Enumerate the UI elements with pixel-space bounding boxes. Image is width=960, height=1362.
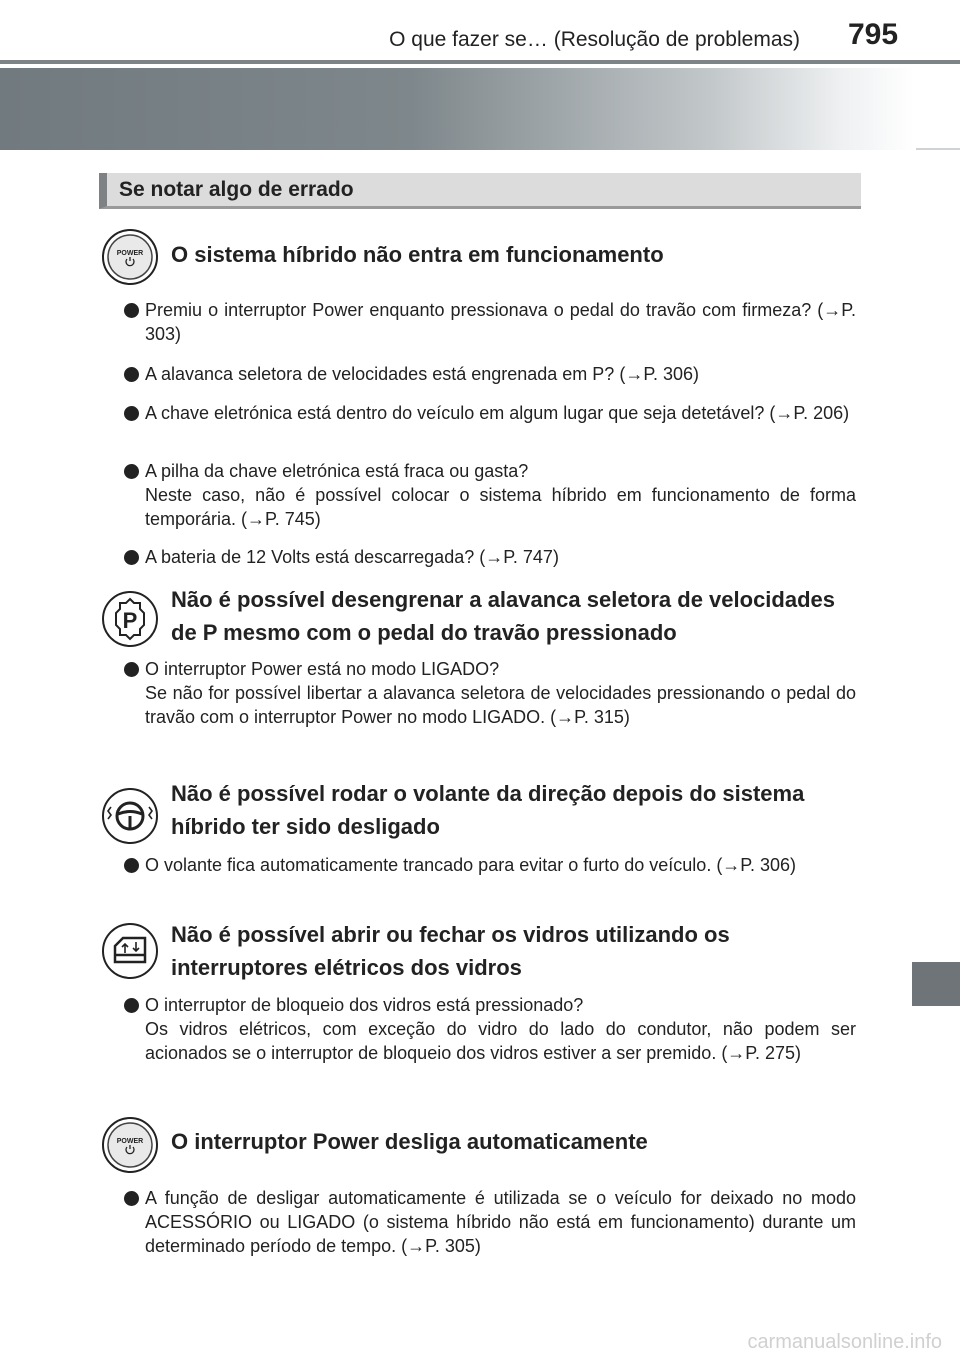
watermark: carmanualsonline.info — [747, 1331, 942, 1353]
window-switch-icon — [101, 922, 159, 980]
list-item-note: Os vidros elétricos, com exceção do vidro do lado do condutor, não podem ser acionados se o interruptor de bloqueio dos vidros estiver a ser premido. (→P. 275) — [145, 1019, 856, 1063]
steering-lock-icon — [101, 787, 159, 845]
bullet-icon — [124, 858, 139, 873]
svg-text:P: P — [122, 608, 138, 633]
list-item-text: A chave eletrónica está dentro do veículo em algum lugar que seja detetável? (→P. 206) — [145, 403, 850, 423]
list-item-text: A bateria de 12 Volts está descarregada? (→P. 747) — [145, 547, 559, 567]
topic-3-title: Não é possível rodar o volante da direção depois do sistema híbrido ter sido desligado — [171, 781, 805, 839]
header-divider — [0, 60, 960, 64]
topic-2-title: Não é possível desengrenar a alavanca seletora de velocidades de P mesmo com o pedal do travão pressionado — [171, 587, 835, 645]
bullet-icon — [124, 367, 139, 382]
list-item-note: Neste caso, não é possível colocar o sistema híbrido em funcionamento de forma temporária. (→P. 745) — [145, 485, 856, 529]
list-item-text: O interruptor de bloqueio dos vidros está pressionado? — [145, 995, 584, 1015]
power-icon-label: POWER — [116, 250, 144, 257]
topic-4-title: Não é possível abrir ou fechar os vidros utilizando os interruptores elétricos dos vidros — [171, 922, 730, 980]
list-item-text: O interruptor Power está no modo LIGADO? — [145, 659, 500, 679]
topic-5-title: O interruptor Power desliga automaticamente — [171, 1129, 648, 1154]
list-item-text: A alavanca seletora de velocidades está engrenada em P? (→P. 306) — [145, 364, 700, 384]
bullet-icon — [124, 998, 139, 1013]
topic-1-title: O sistema híbrido não entra em funcionamento — [171, 242, 664, 267]
bullet-icon — [124, 303, 139, 318]
banner-edge-line — [916, 148, 960, 150]
list-item-text: O volante fica automaticamente trancado para evitar o furto do veículo. (→P. 306) — [145, 855, 797, 875]
list-item-note: Se não for possível libertar a alavanca seletora de velocidades pressionando o pedal do travão com o interruptor Power no modo LIGADO. (→P. 315) — [145, 683, 856, 727]
bullet-icon — [124, 406, 139, 421]
bullet-icon — [124, 464, 139, 479]
power-switch-icon — [101, 1116, 159, 1174]
chapter-side-tab — [912, 962, 960, 1006]
section-title: Se notar algo de errado — [119, 178, 354, 201]
section-heading — [99, 173, 861, 209]
list-item-text: A pilha da chave eletrónica está fraca ou gasta? — [145, 461, 529, 481]
chapter-banner — [0, 68, 914, 150]
page-number: 795 — [848, 18, 899, 51]
list-item-text: Premiu o interruptor Power enquanto pressionava o pedal do travão com firmeza? (→P. 303) — [145, 300, 856, 344]
list-item-text: A função de desligar automaticamente é utilizada se o veículo for deixado no modo ACESSÓRIO ou LIGADO (o sistema híbrido não está em funcionamento) durante um determinado período de tempo. (→P. 305) — [145, 1188, 856, 1256]
bullet-icon — [124, 550, 139, 565]
shift-lock-p-icon — [101, 590, 159, 648]
power-icon-label: POWER — [116, 1138, 144, 1145]
bullet-icon — [124, 662, 139, 677]
power-switch-icon — [101, 228, 159, 286]
bullet-icon — [124, 1191, 139, 1206]
running-header: O que fazer se… (Resolução de problemas) — [389, 28, 800, 51]
